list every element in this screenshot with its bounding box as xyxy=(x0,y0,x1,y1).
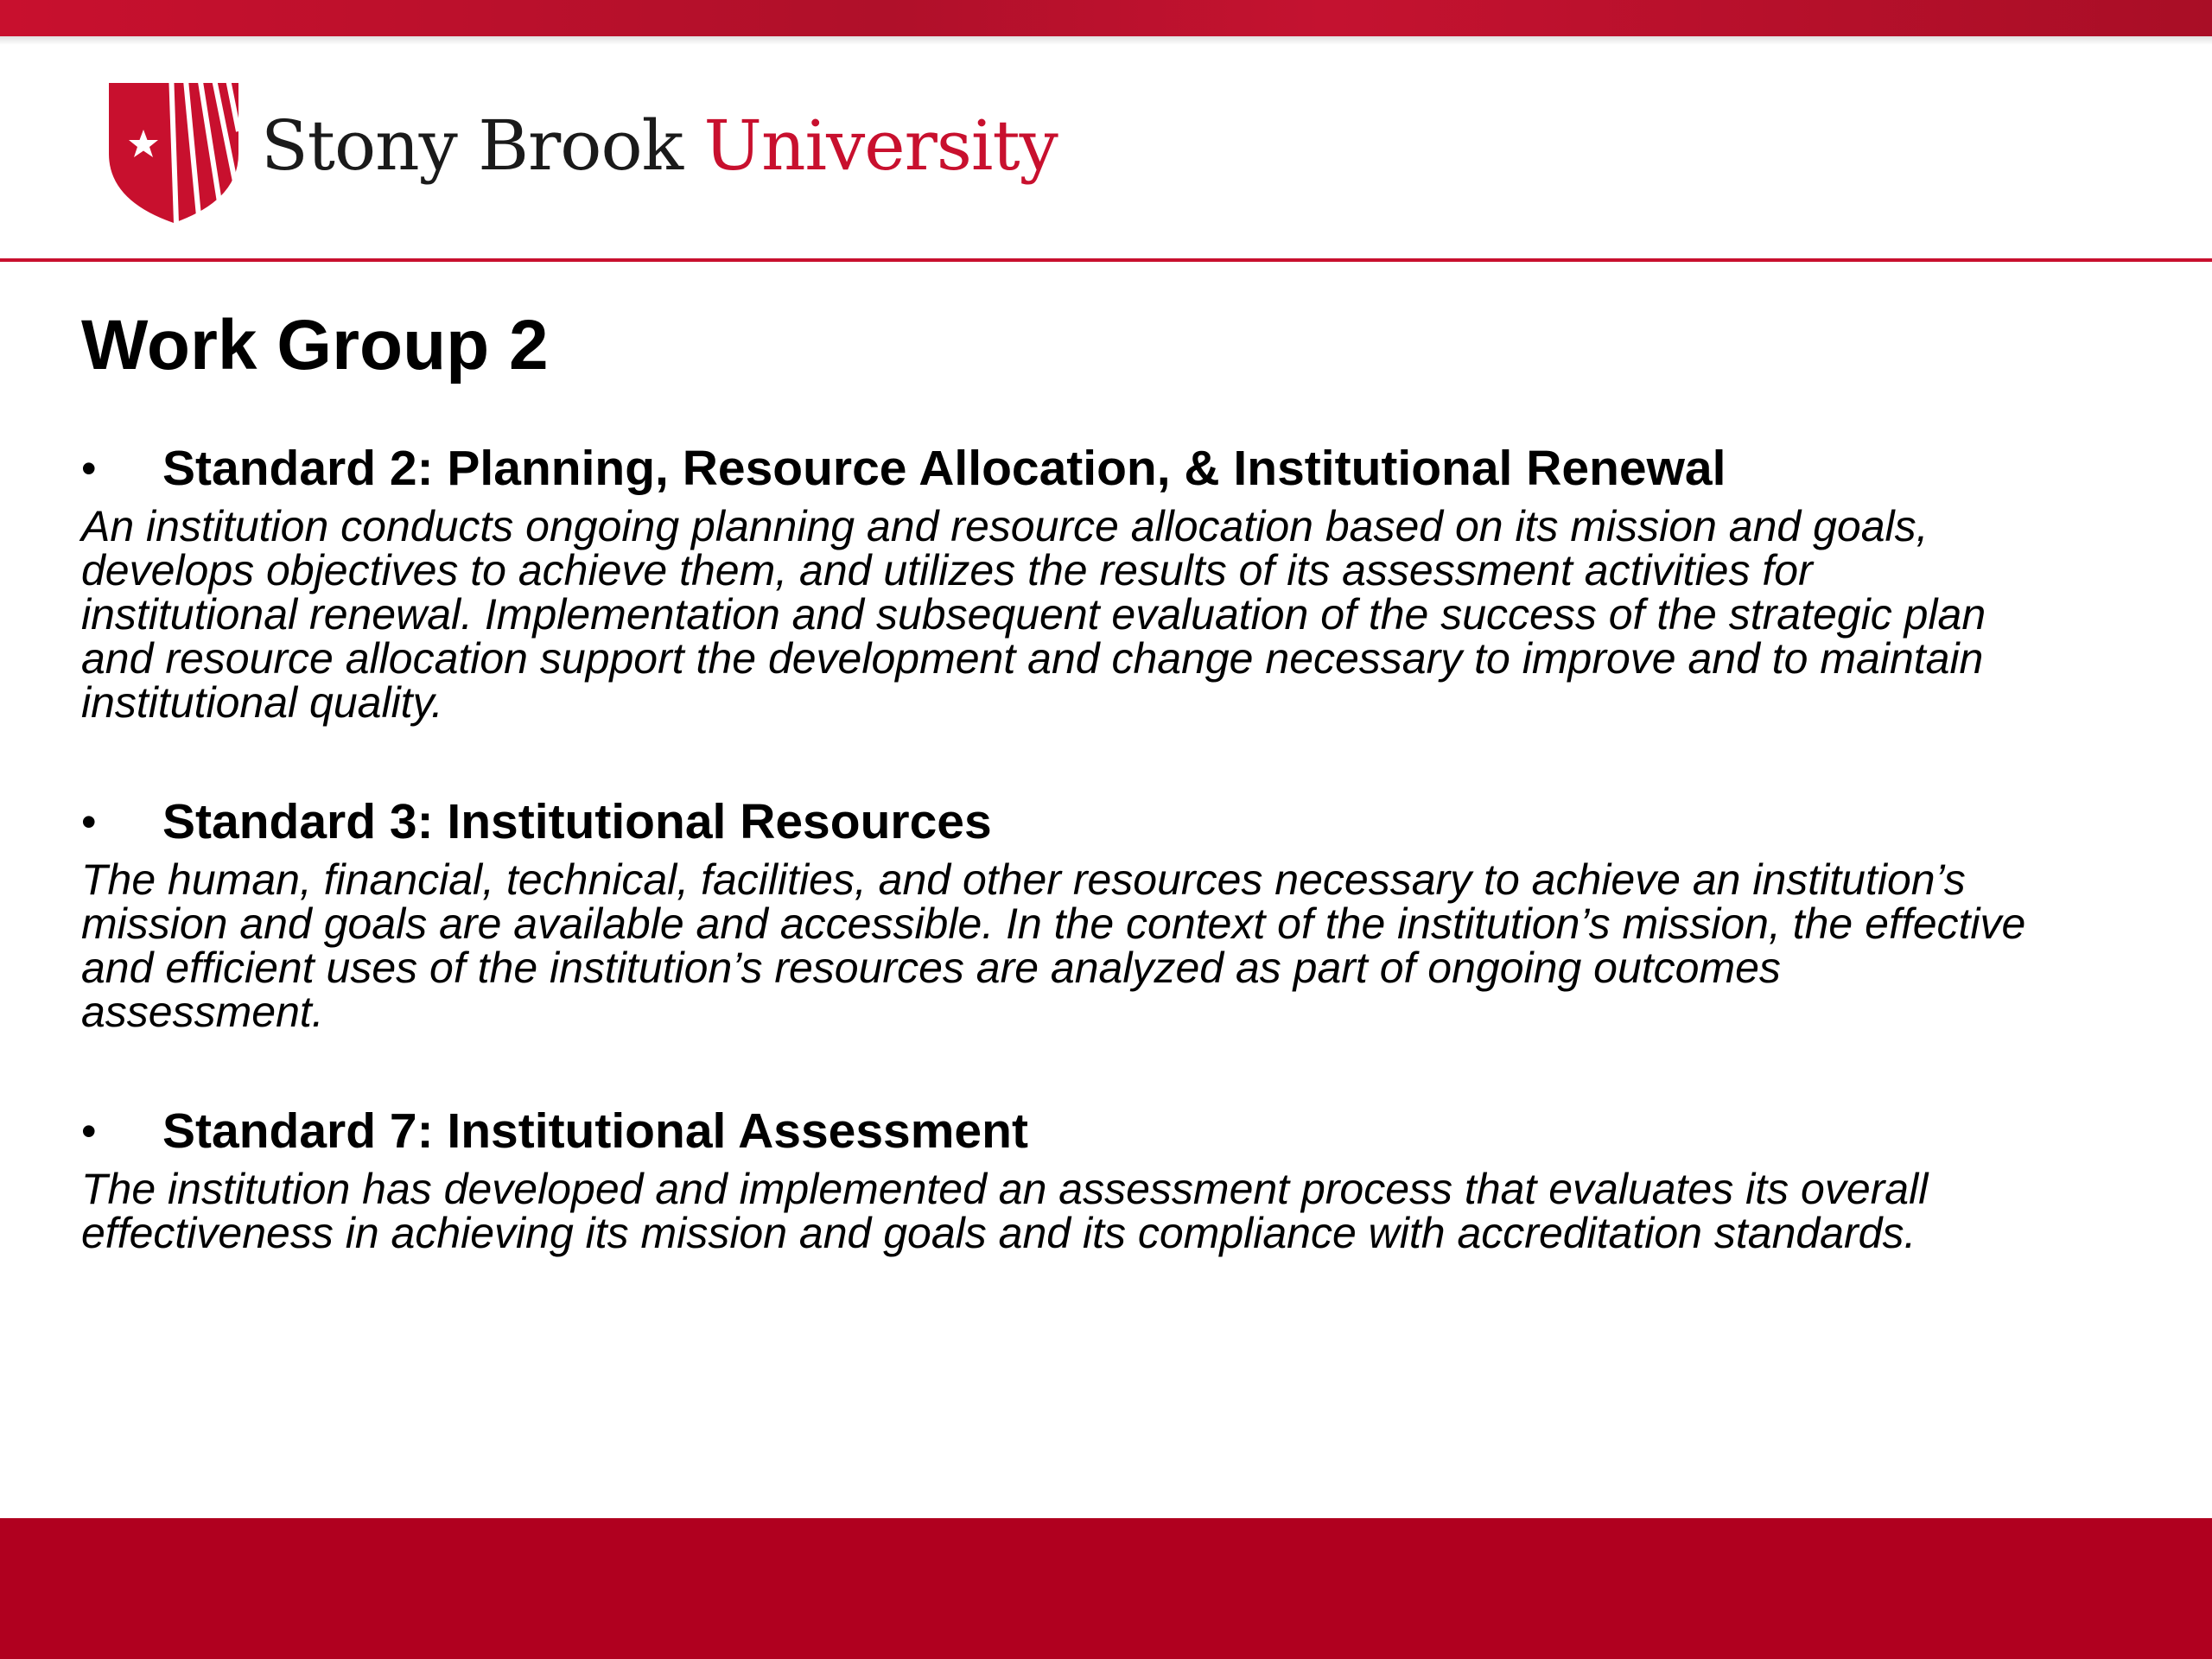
description-line: assessment. xyxy=(81,988,324,1036)
standard-heading xyxy=(81,785,2172,858)
logo-word-university: University xyxy=(703,105,1058,186)
standard-item xyxy=(81,785,2172,1034)
standard-heading-text: Standard 2: Planning, Resource Allocation, & Institutional Renewal xyxy=(162,441,1726,496)
header-divider xyxy=(0,258,2212,262)
description-line: institutional renewal. Implementation and subsequent evaluation of the success of the strategic plan xyxy=(81,590,1986,639)
logo-wordmark xyxy=(261,99,1058,194)
standards-list xyxy=(81,432,2172,1316)
description-line: effectiveness in achieving its mission and goals and its compliance with accreditation standards. xyxy=(81,1209,1916,1257)
bullet-icon: • xyxy=(81,1107,97,1155)
standard-heading-text: Standard 7: Institutional Assessment xyxy=(162,1103,1028,1159)
standard-heading xyxy=(81,432,2172,505)
standard-description xyxy=(81,855,2172,1036)
description-line: The institution has developed and implemented an assessment process that evaluates its overall xyxy=(81,1165,1929,1213)
standard-description xyxy=(81,1167,2172,1255)
standard-heading xyxy=(81,1095,2172,1167)
description-line: An institution conducts ongoing planning and resource allocation based on its mission and goals, xyxy=(81,502,1929,550)
top-band-shadow xyxy=(0,36,2212,45)
standard-item xyxy=(81,1095,2172,1255)
bottom-red-band xyxy=(0,1518,2212,1659)
bullet-icon: • xyxy=(81,444,97,493)
logo-word-stony-brook: Stony Brook xyxy=(261,105,683,186)
bullet-icon: • xyxy=(81,798,97,846)
top-red-band xyxy=(0,0,2212,36)
description-line: develops objectives to achieve them, and utilizes the results of its assessment activities for xyxy=(81,546,1813,594)
description-line: institutional quality. xyxy=(81,678,443,727)
description-line: The human, financial, technical, facilities, and other resources necessary to achieve an institution’s xyxy=(81,855,1966,904)
university-logo xyxy=(109,71,1058,226)
description-line: mission and goals are available and accessible. In the context of the institution’s mission, the effective xyxy=(81,899,2026,948)
description-line: and resource allocation support the development and change necessary to improve and to maintain xyxy=(81,634,1984,683)
standard-item xyxy=(81,432,2172,725)
standard-heading-text: Standard 3: Institutional Resources xyxy=(162,794,992,849)
slide-title: Work Group 2 xyxy=(81,306,549,385)
standard-description xyxy=(81,502,2172,727)
description-line: and efficient uses of the institution’s resources are analyzed as part of ongoing outcomes xyxy=(81,944,1781,992)
shield-logo-icon xyxy=(109,71,238,223)
